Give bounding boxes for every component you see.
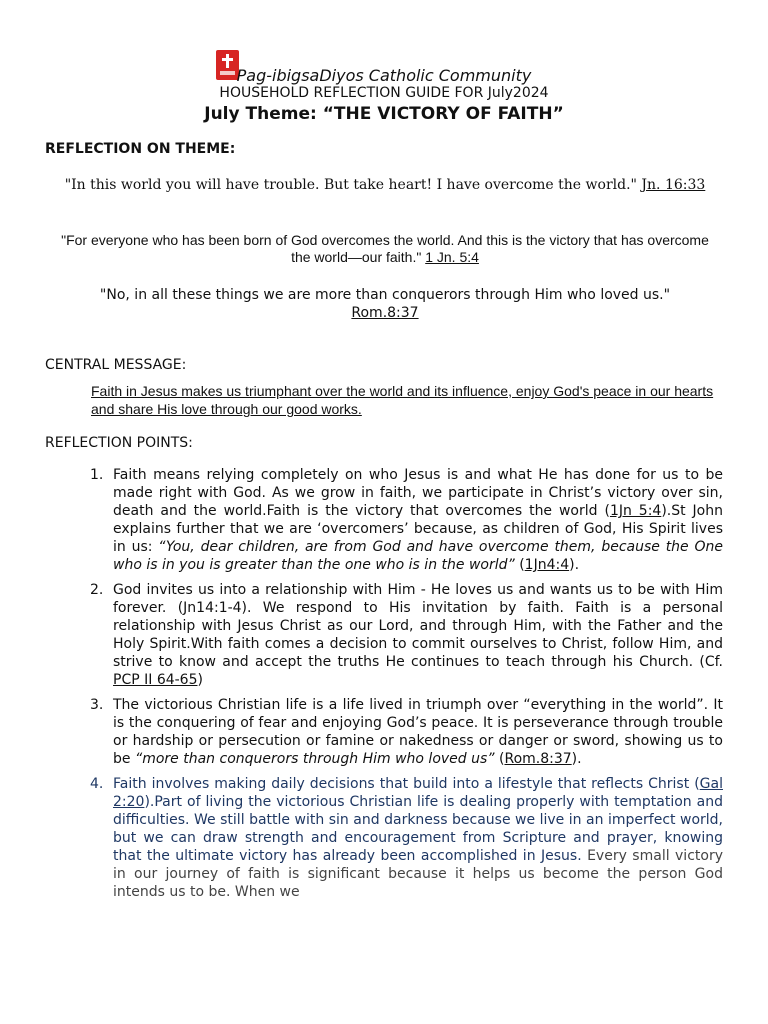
quote-3 (60, 286, 710, 322)
reflection-points-list (90, 466, 723, 908)
point-quote: “more than conquerors through Him who loved us” (134, 751, 495, 767)
scripture-link[interactable]: Gal 2:20 (113, 776, 723, 810)
scripture-link[interactable]: 1Jn4:4 (524, 557, 570, 573)
quote-text: "For everyone who has been born of God overcomes the world. And this is the victory that has overcome the world—our faith." (61, 232, 709, 265)
scripture-link[interactable]: Rom.8:37 (504, 751, 572, 767)
point-text: The victorious Christian life is a life lived in triumph over “everything in the world”. It is the conquering of fear and enjoying God’s peace. It is perseverance through trouble or hardship or persecution or famine or nakedness or danger or sword, showing us to be (113, 697, 723, 767)
list-item (90, 466, 723, 574)
scripture-link[interactable]: 1 Jn. 5:4 (425, 249, 479, 265)
point-text: ) (197, 672, 203, 688)
item-number: 4. (90, 776, 104, 792)
reflection-heading: REFLECTION ON THEME: (45, 141, 236, 157)
scripture-link[interactable]: Jn. 16:33 (641, 177, 706, 193)
list-item (90, 696, 723, 768)
scripture-link[interactable]: Rom.8:37 (351, 305, 419, 321)
scripture-link[interactable]: PCP II 64-65 (113, 672, 198, 688)
quote-2 (60, 232, 710, 266)
point-text: Every small victory in our journey of faith is significant because it helps us become the person God intends us to be. When we (113, 848, 723, 900)
guide-title: HOUSEHOLD REFLECTION GUIDE FOR July2024 (219, 85, 549, 101)
list-item (90, 581, 723, 689)
point-text: God invites us into a relationship with Him - He loves us and wants us to be with Him forever. (Jn14:1-4). We respond to His invitation by faith. Faith is a personal relationship with Jesus Christ as our Lord, and through Him, with the Father and the Holy Spirit.With faith comes a decision to commit ourselves to Christ, follow Him, and strive to know and accept the truths He continues to teach through his Church. (Cf. (113, 582, 723, 670)
quote-text: "In this world you will have trouble. But take heart! I have overcome the world." (64, 177, 637, 193)
quote-1 (60, 176, 710, 194)
quote-text: "No, in all these things we are more than conquerors through Him who loved us." (99, 287, 671, 303)
point-text: Faith means relying completely on who Jesus is and what He has done for us to be made right with God. As we grow in faith, we participate in Christ’s victory over sin, death and the world.Faith is the victory that overcomes the world ( (113, 467, 723, 519)
item-number: 2. (90, 582, 104, 598)
point-text: ( (514, 557, 525, 573)
list-item (90, 775, 723, 901)
scripture-link[interactable]: 1Jn 5:4 (609, 503, 662, 519)
point-text: ).Part of living the victorious Christian life is dealing properly with temptation and difficulties. We still battle with sin and darkness because we live in an imperfect world, but we can draw strength and encouragement from Scripture and prayer, knowing that the ultimate victory has already been accomplished in Jesus. (113, 794, 723, 864)
point-text: Faith involves making daily decisions that build into a lifestyle that reflects Christ ( (113, 776, 700, 792)
point-text: ). (571, 751, 582, 767)
points-heading: REFLECTION POINTS: (45, 435, 193, 451)
point-text: ( (494, 751, 505, 767)
point-quote: “You, dear children, are from God and have overcome them, because the One who is in you is greater than the one who is in the world” (113, 539, 723, 573)
item-number: 1. (90, 467, 104, 483)
point-text: ). (569, 557, 580, 573)
central-heading: CENTRAL MESSAGE: (45, 357, 187, 373)
point-text: ).St John explains further that we are ‘overcomers’ because, as children of God, His Spirit lives in us: (113, 503, 723, 555)
central-message: Faith in Jesus makes us triumphant over the world and its influence, enjoy God's peace in our hearts and share His love through our good works. (91, 383, 714, 417)
theme-title: July Theme: “THE VICTORY OF FAITH” (204, 104, 564, 124)
community-name: Pag-ibigsaDiyos Catholic Community (236, 66, 532, 85)
item-number: 3. (90, 697, 104, 713)
